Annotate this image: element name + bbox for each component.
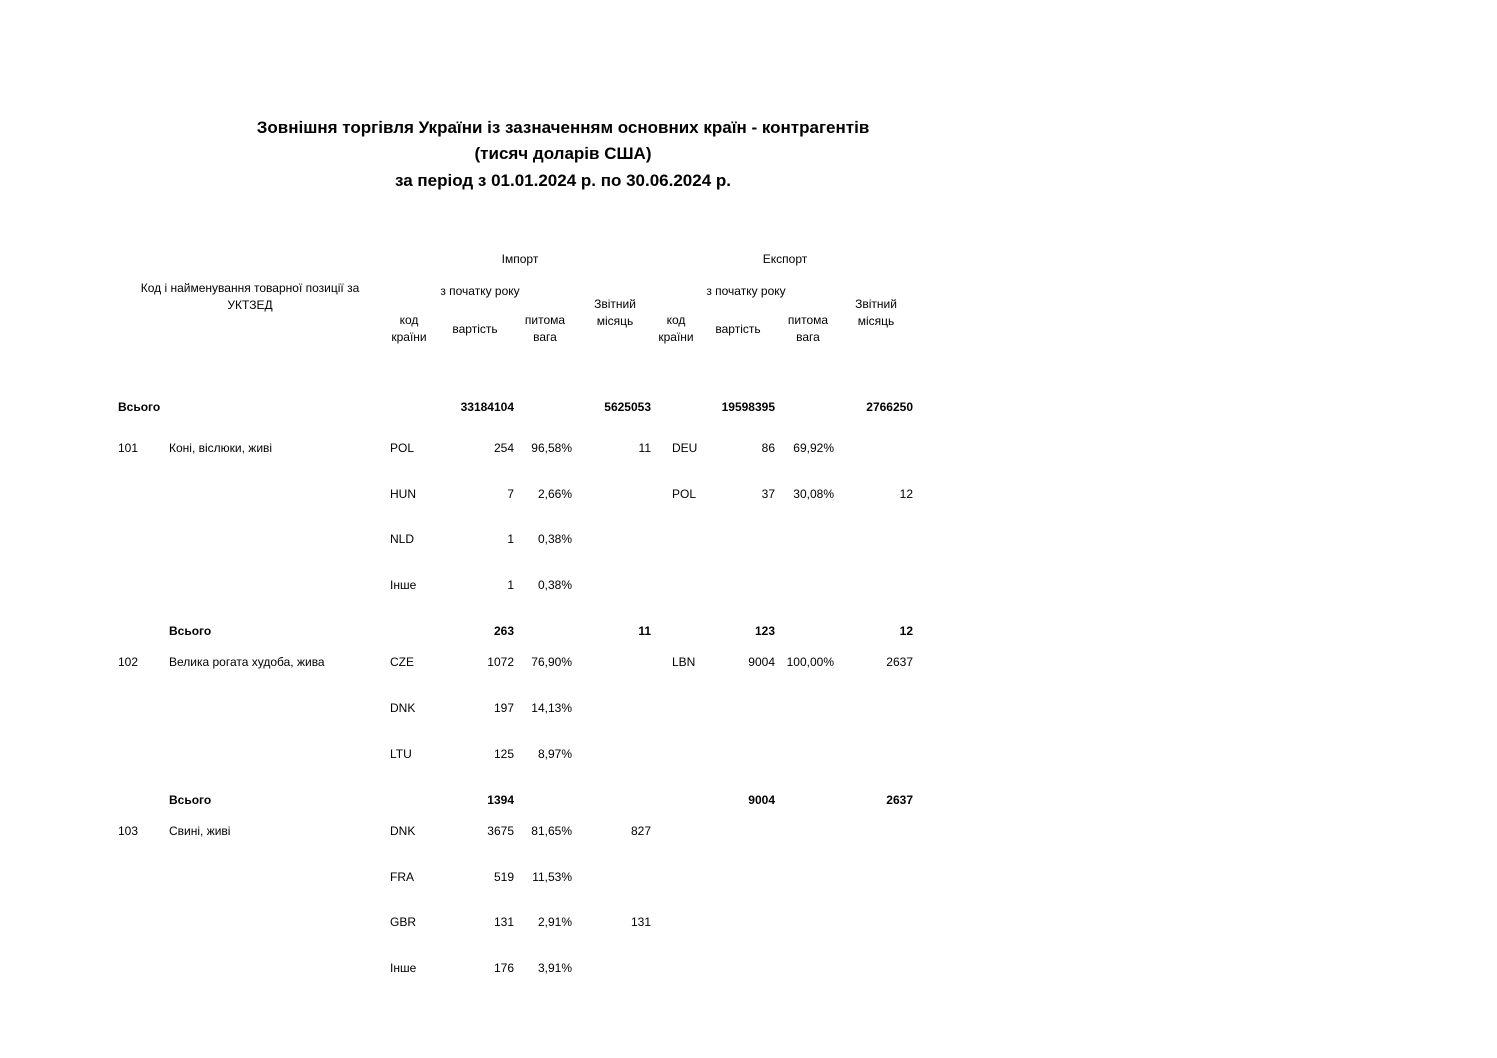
export-value: 123 bbox=[754, 624, 775, 638]
import-value: 125 bbox=[493, 747, 514, 761]
product-name: Велика рогата худоба, жива bbox=[169, 655, 325, 669]
import-share: 8,97% bbox=[537, 747, 572, 761]
import-report-month: 11 bbox=[638, 624, 651, 638]
product-name: Свині, живі bbox=[169, 824, 231, 838]
export-country-code: LBN bbox=[672, 655, 696, 669]
grand-total-label: Всього bbox=[118, 400, 161, 414]
import-value: 3675 bbox=[487, 824, 514, 838]
header-product: Код і найменування товарної позиції за УКТЗЕД bbox=[140, 281, 360, 312]
export-country-code: POL bbox=[672, 487, 697, 501]
grand-total-import-month: 5625053 bbox=[604, 400, 651, 414]
import-share: 0,38% bbox=[537, 532, 572, 546]
grand-total-import-value: 33184104 bbox=[460, 400, 514, 414]
import-country-code: POL bbox=[390, 441, 415, 455]
import-share: 81,65% bbox=[531, 824, 572, 838]
report-title-period: за період з 01.01.2024 р. по 30.06.2024 р. bbox=[394, 171, 731, 190]
import-value: 197 bbox=[493, 701, 514, 715]
import-share: 96,58% bbox=[531, 441, 572, 455]
import-value: 263 bbox=[493, 624, 514, 638]
import-share: 2,66% bbox=[537, 487, 572, 501]
header-export: Експорт bbox=[762, 252, 808, 266]
export-value: 37 bbox=[761, 487, 775, 501]
header-export-share: питома вага bbox=[787, 313, 829, 344]
header-import-value: вартість bbox=[452, 322, 498, 336]
import-value: 1 bbox=[507, 532, 514, 546]
import-share: 3,91% bbox=[537, 961, 572, 975]
grand-total-export-value: 19598395 bbox=[721, 400, 775, 414]
import-value: 7 bbox=[507, 487, 514, 501]
import-country-code: Інше bbox=[390, 578, 417, 592]
import-report-month: 11 bbox=[638, 441, 651, 455]
export-value: 9004 bbox=[748, 793, 775, 807]
import-country-code: LTU bbox=[390, 747, 412, 761]
product-name: Коні, віслюки, живі bbox=[169, 441, 273, 455]
export-value: 86 bbox=[761, 441, 775, 455]
import-country-code: FRA bbox=[390, 870, 414, 884]
import-share: 2,91% bbox=[537, 915, 572, 929]
import-value: 1072 bbox=[487, 655, 514, 669]
header-import-report-month: Звітний місяць bbox=[594, 297, 636, 328]
import-value: 254 bbox=[493, 441, 514, 455]
header-export-ytd: з початку року bbox=[706, 284, 786, 298]
subtotal-label: Всього bbox=[169, 793, 212, 807]
header-export-value: вартість bbox=[715, 322, 761, 336]
import-share: 76,90% bbox=[531, 655, 572, 669]
import-country-code: GBR bbox=[390, 915, 417, 929]
header-import-ytd: з початку року bbox=[440, 284, 520, 298]
export-share: 69,92% bbox=[793, 441, 834, 455]
report-title-line1: Зовнішня торгівля України із зазначенням основних країн - контрагентів bbox=[256, 118, 870, 137]
export-report-month: 12 bbox=[899, 487, 913, 501]
header-export-country-code: код країни bbox=[658, 313, 694, 344]
header-import: Імпорт bbox=[501, 252, 539, 266]
export-share: 30,08% bbox=[793, 487, 834, 501]
product-code: 102 bbox=[118, 655, 139, 669]
import-share: 0,38% bbox=[537, 578, 572, 592]
import-share: 14,13% bbox=[531, 701, 572, 715]
import-country-code: DNK bbox=[390, 824, 416, 838]
header-export-report-month: Звітний місяць bbox=[855, 297, 897, 328]
report-title-units: (тисяч доларів США) bbox=[474, 144, 652, 163]
product-code: 101 bbox=[118, 441, 139, 455]
import-country-code: CZE bbox=[390, 655, 414, 669]
export-report-month: 2637 bbox=[886, 793, 913, 807]
import-country-code: NLD bbox=[390, 532, 415, 546]
export-country-code: DEU bbox=[672, 441, 698, 455]
import-country-code: DNK bbox=[390, 701, 416, 715]
import-report-month: 131 bbox=[630, 915, 651, 929]
header-import-share: питома вага bbox=[524, 313, 566, 344]
import-value: 1394 bbox=[487, 793, 514, 807]
header-import-country-code: код країни bbox=[391, 313, 427, 344]
import-value: 131 bbox=[493, 915, 514, 929]
import-report-month: 827 bbox=[630, 824, 651, 838]
export-report-month: 12 bbox=[899, 624, 913, 638]
import-share: 11,53% bbox=[532, 870, 572, 884]
import-country-code: HUN bbox=[390, 487, 416, 501]
grand-total-export-month: 2766250 bbox=[866, 400, 913, 414]
export-share: 100,00% bbox=[786, 655, 834, 669]
import-value: 1 bbox=[507, 578, 514, 592]
import-value: 176 bbox=[493, 961, 514, 975]
import-value: 519 bbox=[493, 870, 514, 884]
subtotal-label: Всього bbox=[169, 624, 212, 638]
export-value: 9004 bbox=[748, 655, 775, 669]
product-code: 103 bbox=[118, 824, 139, 838]
export-report-month: 2637 bbox=[886, 655, 913, 669]
import-country-code: Інше bbox=[390, 961, 417, 975]
